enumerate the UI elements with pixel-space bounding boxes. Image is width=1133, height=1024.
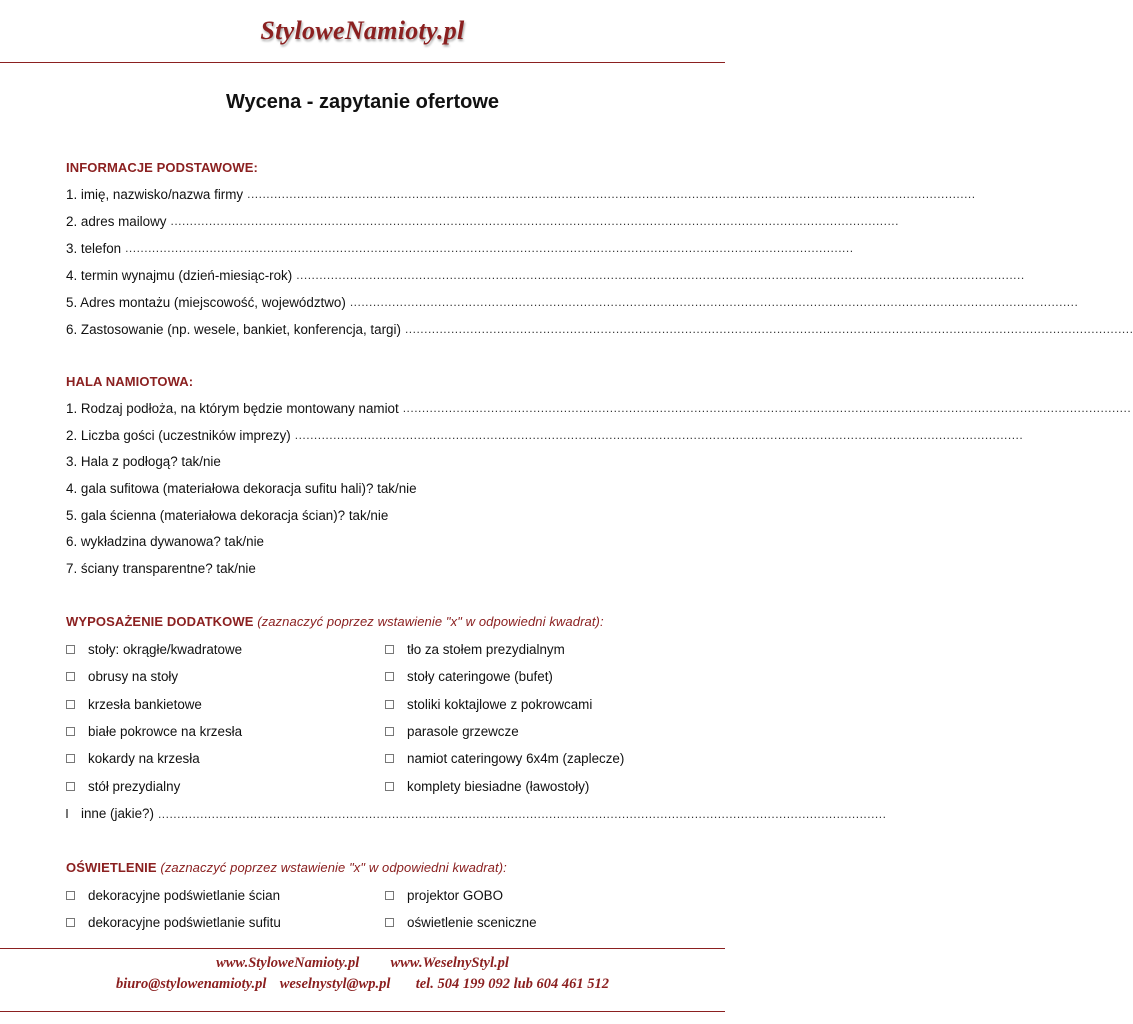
field-label: 5. Adres montażu (miejscowość, województwo) [66, 295, 346, 310]
checkbox-icon[interactable] [66, 918, 75, 927]
logo: StyloweNamioty.pl [260, 16, 465, 45]
checkbox-backdrop[interactable] [385, 642, 565, 657]
checkbox-catering-tent[interactable] [385, 751, 624, 766]
checkbox-label: obrusy na stoły [88, 669, 179, 684]
checkbox-label: tło za stołem prezydialnym [407, 642, 565, 657]
checkbox-label: krzesła bankietowe [88, 697, 202, 712]
checkbox-icon[interactable] [66, 645, 75, 654]
checkbox-icon[interactable] [385, 891, 394, 900]
checkbox-label: stoły: okrągłe/kwadratowe [88, 642, 243, 657]
page-title: Wycena - zapytanie ofertowe [225, 91, 500, 113]
checkbox-icon[interactable] [66, 700, 75, 709]
fill-dots: .............................................................................................................................................................................................. [125, 241, 854, 255]
checkbox-icon[interactable] [385, 918, 394, 927]
fill-dots: .............................................................................................................................................................................................. [294, 428, 1024, 442]
checkbox-icon[interactable] [385, 672, 394, 681]
checkbox-label: kokardy na krzesła [88, 751, 200, 766]
section-heading-text: OŚWIETLENIE [66, 860, 157, 875]
field-line-phone[interactable] [66, 238, 854, 256]
checkbox-label: namiot cateringowy 6x4m (zaplecze) [407, 751, 625, 766]
fill-dots: .............................................................................................................................................................................................. [402, 401, 1132, 415]
checkbox-icon[interactable] [385, 645, 394, 654]
checkbox-label: dekoracyjne podświetlanie sufitu [88, 915, 281, 930]
checkbox-presidium-table[interactable] [66, 779, 180, 794]
field-label: 1. Rodzaj podłoża, na którym będzie montowany namiot [66, 401, 399, 416]
checkbox-cocktail-tables[interactable] [385, 697, 592, 712]
checkbox-icon[interactable] [66, 809, 68, 818]
field-line-usage[interactable] [66, 319, 1133, 337]
checkbox-icon[interactable] [385, 782, 394, 791]
section-heading-note: (zaznaczyć poprzez wstawienie "x" w odpowiedni kwadrat): [257, 614, 604, 629]
field-line-email[interactable] [66, 211, 899, 229]
checkbox-stage-lighting[interactable] [385, 915, 537, 930]
checkbox-icon[interactable] [66, 782, 75, 791]
checkbox-other[interactable] [66, 806, 887, 821]
checkbox-icon[interactable] [66, 672, 75, 681]
section-heading-hall: HALA NAMIOTOWA: [66, 374, 194, 389]
checkbox-label: stoliki koktajlowe z pokrowcami [407, 697, 593, 712]
checkbox-icon[interactable] [66, 891, 75, 900]
checkbox-tables[interactable] [66, 642, 242, 657]
checkbox-label: stół prezydialny [88, 779, 181, 794]
fill-dots: .............................................................................................................................................................................................. [157, 806, 887, 821]
section-heading-text: WYPOSAŻENIE DODATKOWE [66, 614, 254, 629]
checkbox-chair-covers[interactable] [66, 724, 242, 739]
checkbox-label: oświetlenie sceniczne [407, 915, 537, 930]
field-label: 2. Liczba gości (uczestników imprezy) [66, 428, 291, 443]
footer-bottom-rule [0, 1011, 725, 1012]
field-line-date[interactable] [66, 265, 1025, 283]
footer-email-link[interactable]: weselnystyl@wp.pl [279, 976, 391, 992]
field-label: 2. adres mailowy [66, 214, 167, 229]
checkbox-beer-sets[interactable] [385, 779, 589, 794]
checkbox-ceiling-lighting[interactable] [66, 915, 281, 930]
section-heading-equipment [66, 614, 604, 629]
footer-email-link[interactable]: biuro@stylowenamioty.pl [115, 976, 267, 992]
fill-dots: .............................................................................................................................................................................................. [349, 295, 1079, 309]
fill-dots: .............................................................................................................................................................................................. [247, 187, 976, 201]
question-carpet[interactable]: 6. wykładzina dywanowa? tak/nie [66, 534, 264, 549]
section-heading-basic: INFORMACJE PODSTAWOWE: [66, 160, 258, 175]
checkbox-label: stoły cateringowe (bufet) [407, 669, 553, 684]
section-heading-note: (zaznaczyć poprzez wstawienie "x" w odpowiedni kwadrat): [160, 860, 507, 875]
checkbox-label: inne (jakie?) [81, 806, 154, 821]
footer-site-link[interactable]: www.StyloweNamioty.pl [216, 955, 360, 971]
field-label: 1. imię, nazwisko/nazwa firmy [66, 187, 244, 202]
checkbox-label: projektor GOBO [407, 888, 503, 903]
question-wall-gala[interactable]: 5. gala ścienna (materiałowa dekoracja ścian)? tak/nie [66, 508, 389, 523]
footer-websites [0, 955, 725, 972]
field-line-address[interactable] [66, 292, 1079, 310]
checkbox-wall-lighting[interactable] [66, 888, 280, 903]
checkbox-label: dekoracyjne podświetlanie ścian [88, 888, 281, 903]
checkbox-chair-bows[interactable] [66, 751, 200, 766]
fill-dots: .............................................................................................................................................................................................. [170, 214, 899, 228]
field-label: 6. Zastosowanie (np. wesele, bankiet, konferencja, targi) [66, 322, 401, 337]
checkbox-catering-tables[interactable] [385, 669, 553, 684]
footer-site-link[interactable]: www.WeselnyStyl.pl [390, 955, 509, 971]
checkbox-heaters[interactable] [385, 724, 519, 739]
field-line-name[interactable] [66, 184, 976, 202]
checkbox-gobo-projector[interactable] [385, 888, 503, 903]
field-label: 4. termin wynajmu (dzień-miesiąc-rok) [66, 268, 293, 283]
checkbox-label: komplety biesiadne (ławostoły) [407, 779, 590, 794]
checkbox-icon[interactable] [385, 754, 394, 763]
question-ceiling-gala[interactable]: 4. gala sufitowa (materiałowa dekoracja sufitu hali)? tak/nie [66, 481, 417, 496]
footer-divider [0, 948, 725, 949]
checkbox-tablecloths[interactable] [66, 669, 178, 684]
checkbox-icon[interactable] [66, 754, 75, 763]
checkbox-label: parasole grzewcze [407, 724, 519, 739]
section-heading-lighting [66, 860, 507, 875]
field-line-ground[interactable] [66, 398, 1132, 416]
footer-phone: tel. 504 199 092 lub 604 461 512 [415, 976, 610, 992]
question-transparent-walls[interactable]: 7. ściany transparentne? tak/nie [66, 561, 256, 576]
checkbox-icon[interactable] [66, 727, 75, 736]
checkbox-label: białe pokrowce na krzesła [88, 724, 243, 739]
question-floor[interactable]: 3. Hala z podłogą? tak/nie [66, 454, 221, 469]
checkbox-icon[interactable] [385, 727, 394, 736]
header-divider [0, 62, 725, 63]
checkbox-banquet-chairs[interactable] [66, 697, 202, 712]
footer-contact [0, 976, 725, 993]
fill-dots: .............................................................................................................................................................................................. [404, 322, 1133, 336]
field-label: 3. telefon [66, 241, 122, 256]
checkbox-icon[interactable] [385, 700, 394, 709]
fill-dots: .............................................................................................................................................................................................. [296, 268, 1025, 282]
field-line-guests[interactable] [66, 425, 1024, 443]
